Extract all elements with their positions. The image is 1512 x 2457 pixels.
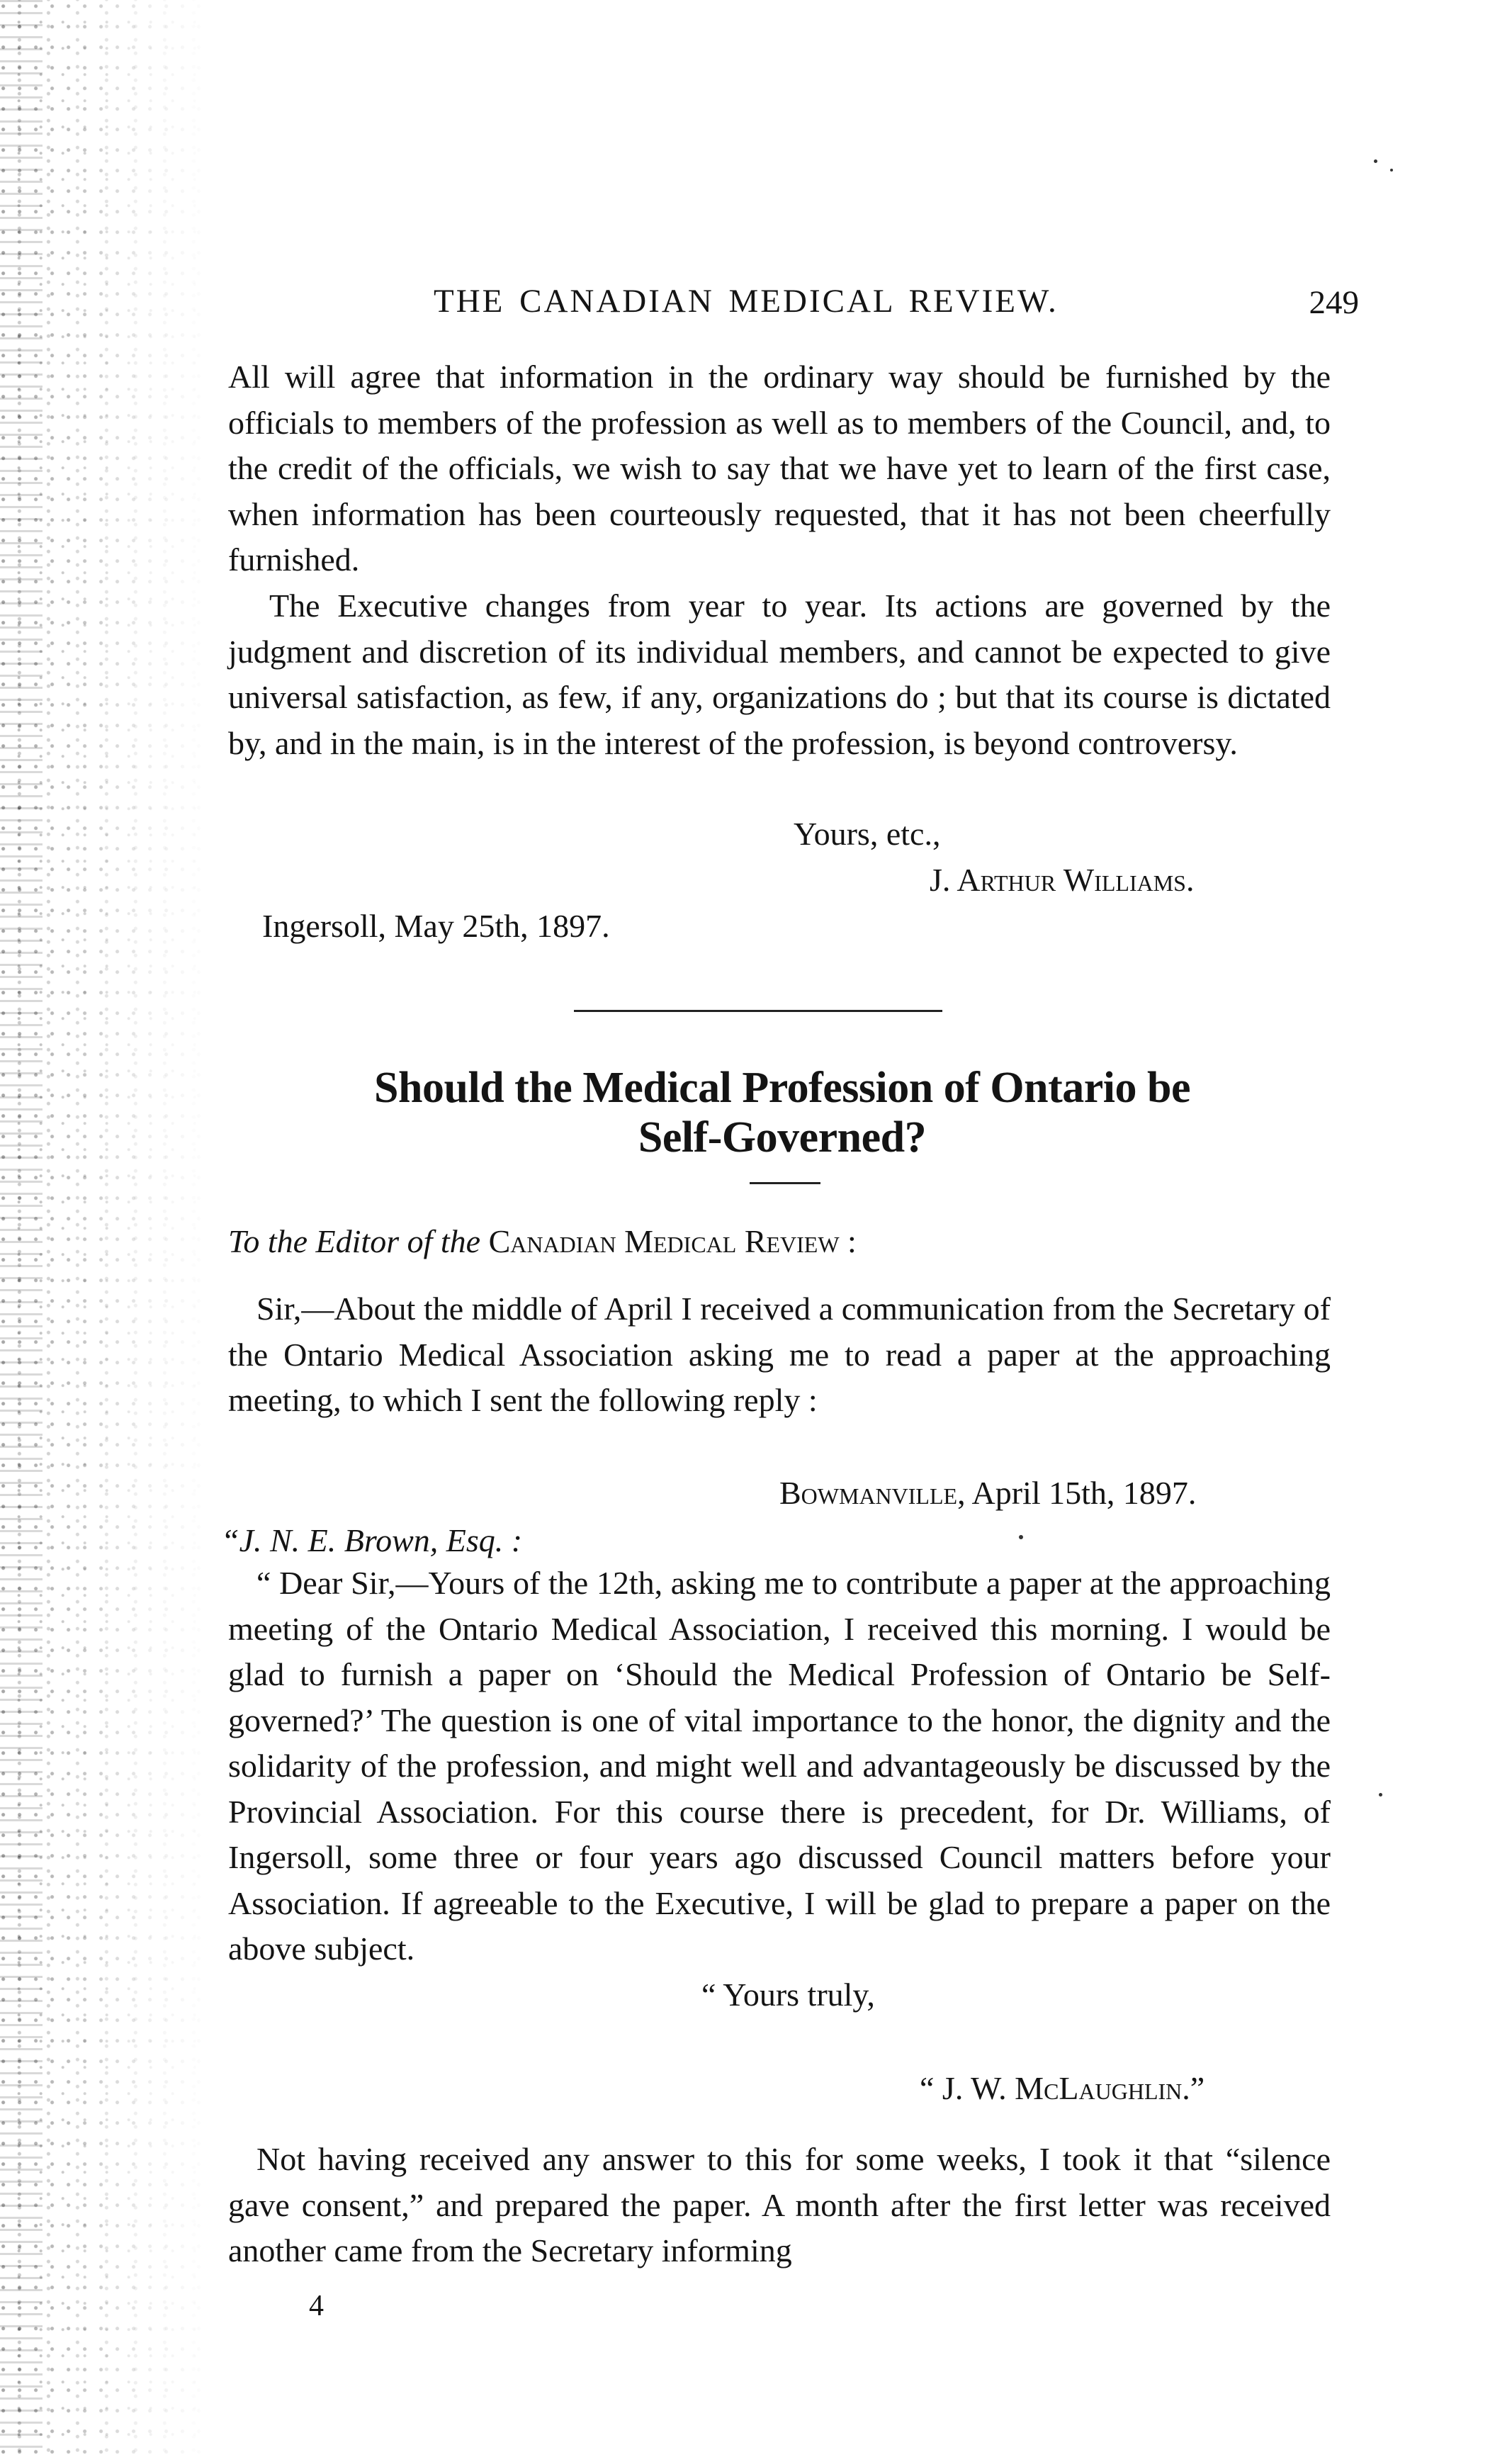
signature-mark: 4 — [309, 2290, 324, 2322]
letter-addressee: “J. N. E. Brown, Esq. : — [221, 1522, 523, 1558]
article-title-line-2: Self-Governed? — [638, 1113, 927, 1162]
print-speck — [1019, 1535, 1023, 1539]
article-paragraph-2: Not having received any answer to this for some weeks, I took it that “silence gave consent,” and prepared the paper. A month after the first letter was received another came from the Secretary informing — [228, 2141, 1331, 2268]
article-title — [234, 1063, 1331, 1162]
letter1-signature: J. Arthur Williams. — [930, 862, 1195, 898]
article-paragraph-1: Sir,—About the middle of April I received a communication from the Secretary of the Ontario Medical Association asking me to read a paper at the approaching meeting, to which I sent the following reply : — [228, 1291, 1331, 1418]
article-title-line-1: Should the Medical Profession of Ontario be — [374, 1064, 1190, 1112]
title-underline — [750, 1182, 820, 1184]
letter1-place-date: Ingersoll, May 25th, 1897. — [262, 908, 610, 944]
salutation-prefix: To the Editor of the — [228, 1223, 481, 1259]
quoted-letter-closing: “ Yours truly, — [701, 1977, 875, 2013]
letter1-closing: Yours, etc., — [794, 816, 941, 852]
dateline — [779, 1471, 1196, 1517]
quoted-letter: “ Dear Sir,—Yours of the 12th, asking me to contribute a paper at the approaching meeting of the Ontario Medical Association, I received this morning. I would be glad to furnish a paper on ‘Should the Medical Profession of Ontario be Self-governed?’ The question is one of vital importance to the honor, the dignity and the solidarity of the profession, and might well and advantageously be discussed by the Provincial Association. For this course there is precedent, for Dr. Williams, of Ingersoll, some three or four years ago discussed Council matters before your Association. If agreeable to the Executive, I will be glad to prepare a paper on the above subject. — [228, 1565, 1331, 1967]
salutation — [228, 1219, 857, 1265]
letter1-paragraph-1: All will agree that information in the ordinary way should be furnished by the officials to members of the profession as well as to members of the Council, and, to the credit of the officials, we wish to say that we have yet to learn of the first case, when information has been courteously requested, that it has not been cheerfully furnished. — [228, 359, 1331, 578]
running-header — [434, 282, 1359, 332]
salutation-journal: Canadian Medical Review : — [488, 1223, 857, 1259]
running-title: THE CANADIAN MEDICAL REVIEW. — [434, 283, 1059, 320]
section-divider — [574, 1010, 942, 1012]
dateline-place: Bowmanville, — [779, 1475, 966, 1511]
dateline-date: April 15th, 1897. — [971, 1475, 1197, 1511]
print-speck — [1374, 159, 1377, 163]
print-speck — [1390, 169, 1393, 172]
letter1-paragraph-2: The Executive changes from year to year. Its actions are governed by the judgment and discretion of its individual members, and cannot be expected to give universal satisfaction, as few, if any, organizations do ; but that its course is dictated by, and in the main, is in the interest of the profession, is beyond controversy. — [228, 587, 1331, 761]
page-number: 249 — [1309, 284, 1359, 321]
quoted-letter-signature: “ J. W. McLaughlin.” — [920, 2070, 1205, 2106]
print-speck — [1379, 1793, 1382, 1797]
